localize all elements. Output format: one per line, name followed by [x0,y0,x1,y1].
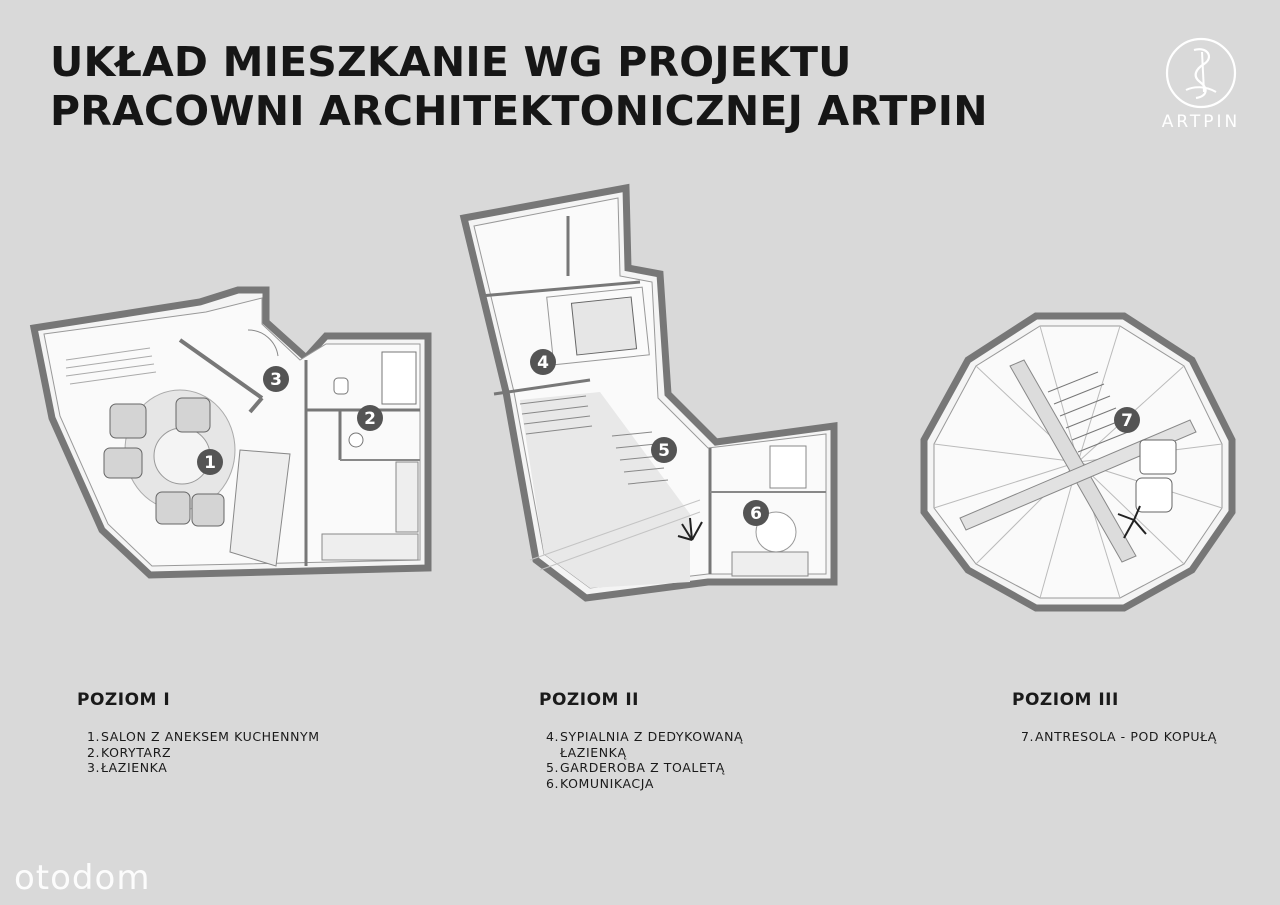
room-marker-2 [357,405,383,431]
list-item: 3. ŁAZIENKA [87,760,168,775]
list-item: 1. SALON Z ANEKSEM KUCHENNYM [87,729,320,744]
list-item: 4. SYPIALNIA Z DEDYKOWANĄ ŁAZIENKĄ [546,729,744,760]
room-marker-6-label: 6 [750,504,762,524]
plan-level-2 [464,188,834,598]
room-marker-6 [743,500,769,526]
room-marker-1-label: 1 [204,453,216,473]
otodom-watermark: otodom [14,858,151,898]
level-3-heading: POZIOM III [1012,690,1119,710]
plan-level-3 [924,316,1232,608]
room-marker-1 [197,449,223,475]
room-marker-5-label: 5 [658,441,670,461]
level-1-room-list [87,729,320,776]
room-marker-5 [651,437,677,463]
level-2-room-list [546,729,776,791]
room-marker-3 [263,366,289,392]
list-item: 2. KORYTARZ [87,744,172,760]
room-marker-4 [530,349,556,375]
list-item: 6. KOMUNIKACJA [546,775,654,791]
room-marker-2-label: 2 [364,409,376,429]
room-marker-4-label: 4 [537,353,549,373]
plan-level-1 [34,290,428,575]
title-line-1: UKŁAD MIESZKANIE WG PROJEKTU [50,38,852,86]
room-marker-7 [1114,407,1140,433]
level-1-heading: POZIOM I [77,690,171,710]
title-line-2: PRACOWNI ARCHITEKTONICZNEJ ARTPIN [50,87,988,135]
level-2-heading: POZIOM II [539,690,640,710]
logo-text: ARTPIN [1161,112,1241,132]
room-marker-7-label: 7 [1121,411,1133,431]
room-marker-3-label: 3 [270,370,282,390]
list-item: 7. ANTRESOLA - POD KOPUŁĄ [1021,729,1217,744]
list-item: 5. GARDEROBA Z TOALETĄ [546,760,725,775]
level-3-room-list [1021,729,1217,745]
